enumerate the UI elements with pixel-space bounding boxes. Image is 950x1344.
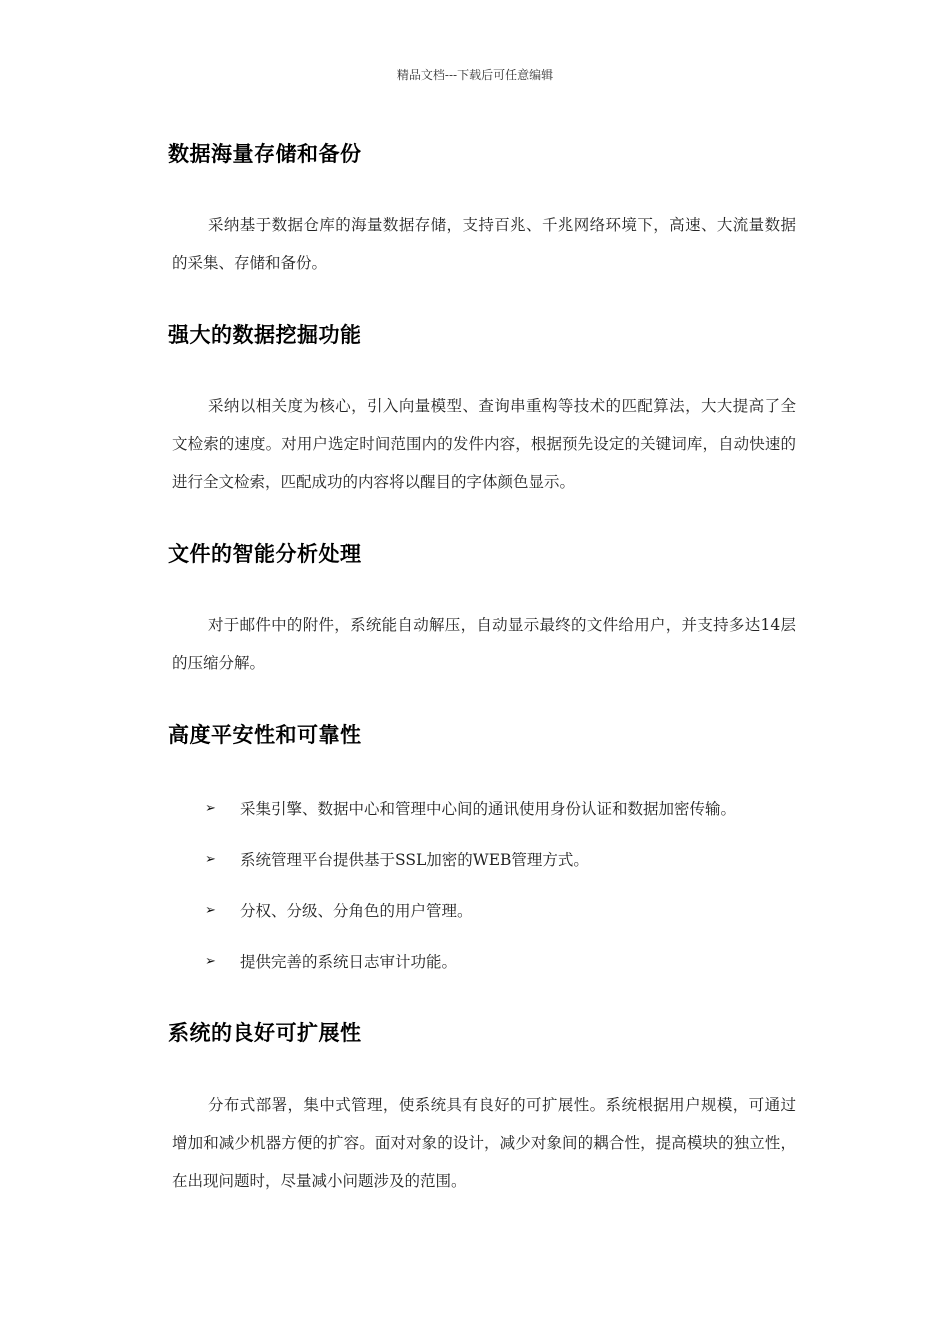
section-heading-storage: 数据海量存储和备份 — [168, 142, 362, 166]
bullet-text: 提供完善的系统日志审计功能。 — [240, 953, 458, 971]
page-header: 精品文档---下载后可任意编辑 — [396, 68, 554, 82]
section-heading-security: 高度平安性和可靠性 — [168, 723, 362, 747]
section-heading-scalability: 系统的良好可扩展性 — [168, 1021, 362, 1045]
bullet-item — [205, 950, 457, 972]
arrow-bullet-icon: ➢ — [205, 953, 216, 969]
section-paragraph-storage: 采纳基于数据仓库的海量数据存储，支持百兆、千兆网络环境下，高速、大流量数据的采集、存储和备份。 — [172, 216, 796, 272]
section-heading-mining: 强大的数据挖掘功能 — [168, 323, 362, 347]
section-heading-file-analysis: 文件的智能分析处理 — [168, 542, 362, 566]
bullet-item — [205, 899, 473, 921]
arrow-bullet-icon: ➢ — [205, 902, 216, 918]
bullet-text: 分权、分级、分角色的用户管理。 — [240, 902, 473, 920]
bullet-text: 系统管理平台提供基于SSL加密的WEB管理方式。 — [240, 851, 589, 869]
bullet-text: 采集引擎、数据中心和管理中心间的通讯使用身份认证和数据加密传输。 — [240, 800, 737, 818]
section-paragraph-scalability: 分布式部署，集中式管理，使系统具有良好的可扩展性。系统根据用户规模，可通过增加和减少机器方便的扩容。面对对象的设计，减少对象间的耦合性，提高模块的独立性，在出现问题时，尽量减小问题涉及的范围。 — [172, 1096, 796, 1190]
arrow-bullet-icon: ➢ — [205, 851, 216, 867]
arrow-bullet-icon: ➢ — [205, 800, 216, 816]
bullet-item — [205, 848, 589, 870]
section-paragraph-mining: 采纳以相关度为核心，引入向量模型、查询串重构等技术的匹配算法，大大提高了全文检索的速度。对用户选定时间范围内的发件内容，根据预先设定的关键词库，自动快速的进行全文检索，匹配成功的内容将以醒目的字体颜色显示。 — [172, 397, 796, 491]
section-paragraph-file-analysis: 对于邮件中的附件，系统能自动解压，自动显示最终的文件给用户，并支持多达14层的压缩分解。 — [172, 616, 796, 672]
bullet-item — [205, 797, 736, 819]
